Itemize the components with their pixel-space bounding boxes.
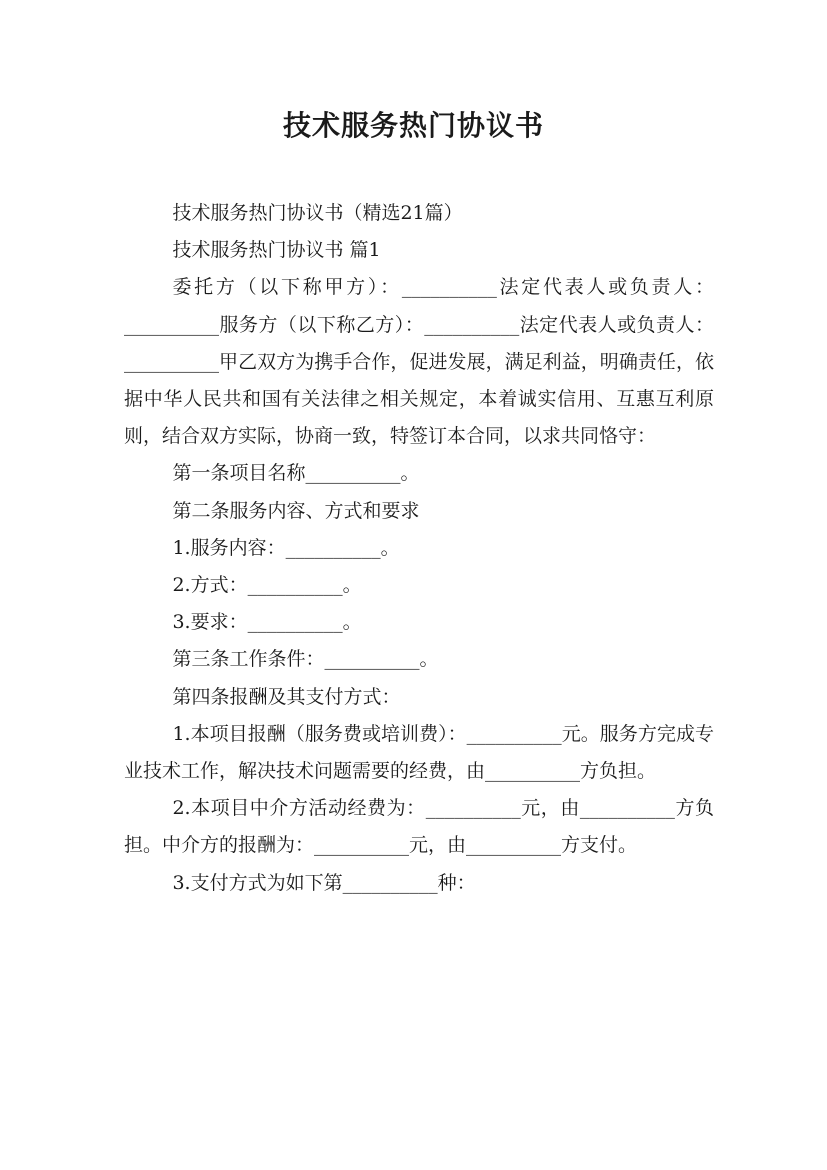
paragraph-article-1: 第一条项目名称__________。 [172, 462, 420, 485]
paragraph-article-3: 第三条工作条件：__________。 [172, 648, 439, 671]
document-body [124, 195, 714, 902]
paragraph-preamble: 委托方（以下称甲方）：__________法定代表人或负责人：__________服务方（以下称乙方）：__________法定代表人或负责人：__________甲乙双方为携手合作，促进发展，满足利益，明确责任，依据中华人民共和国有关法律之相关规定，本着诚实信用、互惠互利原则，结合双方实际，协商一致，特签订本合同，以求共同恪守： [124, 276, 714, 448]
paragraph-article-4: 第四条报酬及其支付方式： [172, 685, 401, 708]
document-title: 技术服务热门协议书 [282, 109, 544, 142]
paragraph-service-content: 1.服务内容：__________。 [172, 536, 400, 559]
paragraph-payment-2: 2.本项目中介方活动经费为：__________元，由__________方负担。中介方的报酬为：__________元，由__________方支付。 [124, 797, 714, 857]
paragraph-section-heading: 技术服务热门协议书 篇1 [172, 239, 381, 262]
paragraph-service-requirements: 3.要求：__________。 [172, 611, 362, 634]
paragraph-payment-1: 1.本项目报酬（服务费或培训费）：__________元。服务方完成专业技术工作，解决技术问题需要的经费，由__________方负担。 [124, 722, 714, 783]
paragraph-payment-3: 3.支付方式为如下第__________种： [172, 871, 476, 894]
paragraph-subtitle: 技术服务热门协议书（精选21篇） [172, 202, 463, 224]
paragraph-article-2: 第二条服务内容、方式和要求 [172, 499, 420, 522]
paragraph-service-method: 2.方式：__________。 [172, 574, 362, 597]
